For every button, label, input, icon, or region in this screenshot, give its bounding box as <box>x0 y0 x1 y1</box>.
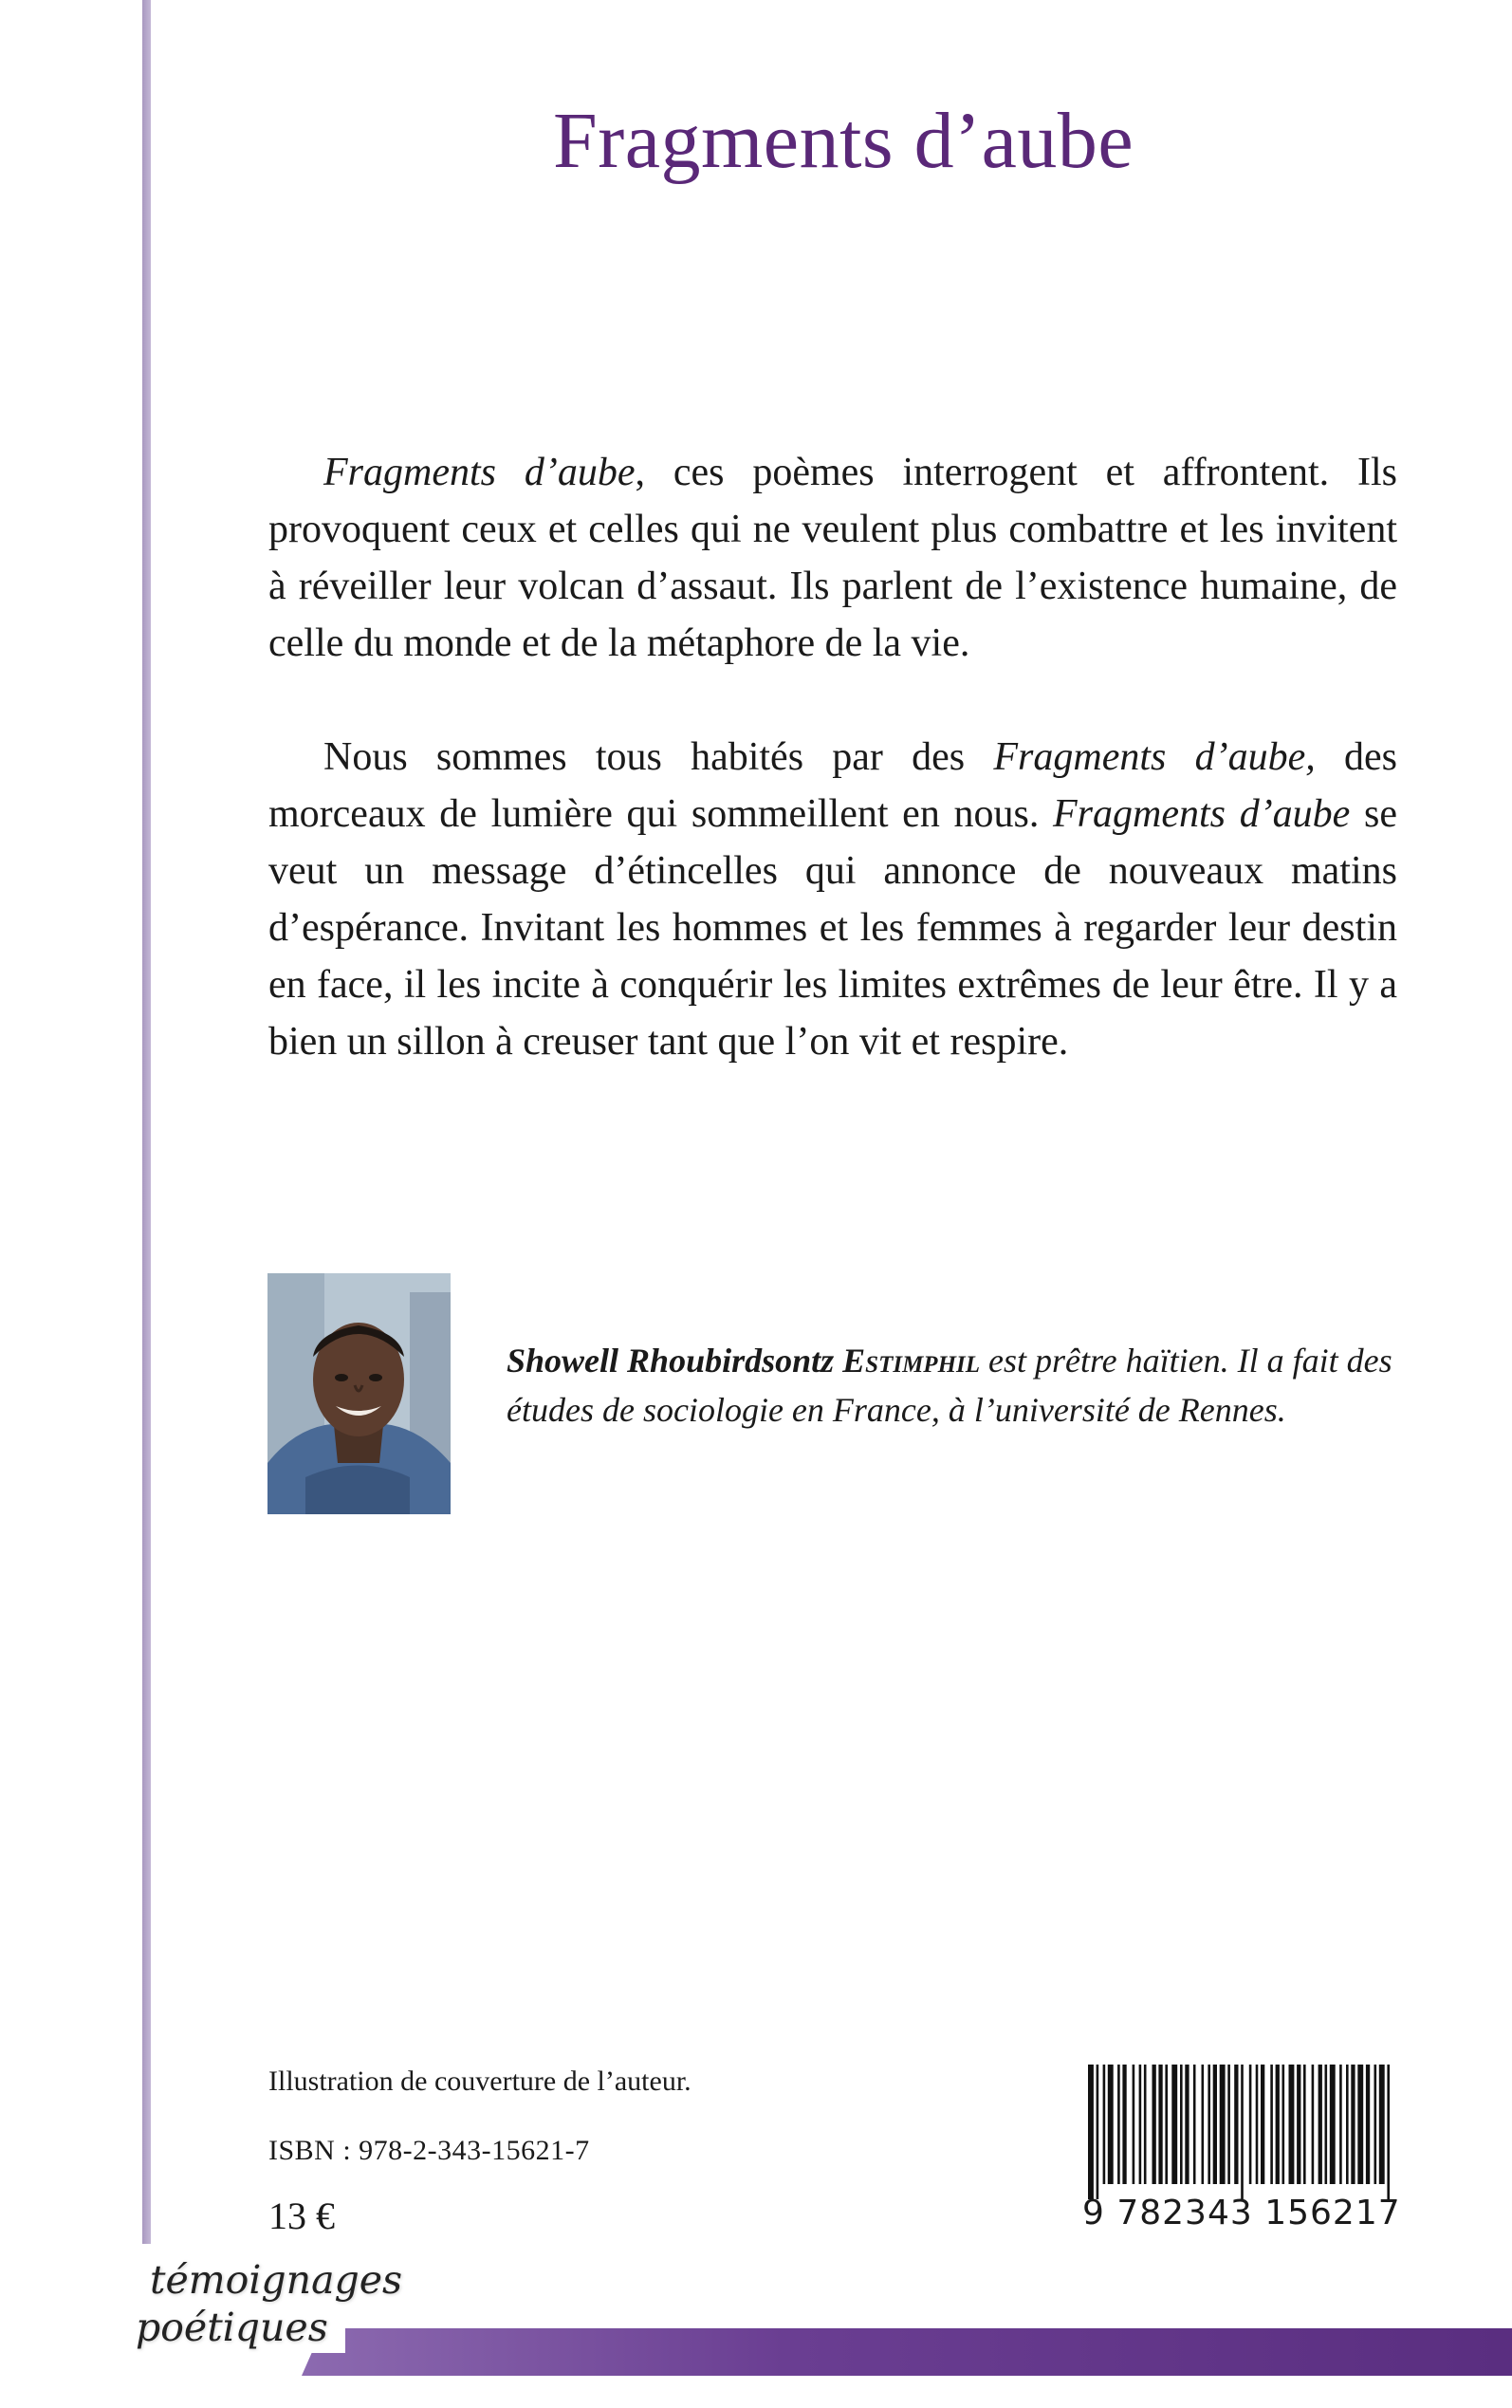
barcode-bar <box>1351 2065 1355 2184</box>
blurb-paragraph-1 <box>268 444 1397 672</box>
barcode-bar <box>1256 2065 1259 2184</box>
barcode-bar <box>1097 2065 1099 2199</box>
barcode-bar <box>1139 2065 1142 2184</box>
barcode-bar <box>1339 2065 1342 2184</box>
barcode-bar <box>1180 2065 1183 2184</box>
barcode-bar <box>1282 2065 1285 2184</box>
barcode-bar <box>1220 2065 1226 2184</box>
barcode-bar <box>1213 2065 1217 2184</box>
barcode-bar <box>1108 2065 1114 2184</box>
barcode-bar <box>1227 2065 1230 2184</box>
barcode-bar <box>1325 2065 1328 2184</box>
book-title: Fragments d’aube <box>553 97 1134 185</box>
barcode-bar <box>1122 2065 1126 2184</box>
blurb-text: se veut un message d’étincelles qui annonce de nouveaux matins d’espérance. Invitant les hommes et les femmes à regarder leur destin en face, il les incite à conquérir les limites extrêmes de leur être. Il y a bien un sillon à creuser tant que l’on vit et respire. <box>268 792 1397 1064</box>
barcode-bar <box>1133 2065 1135 2184</box>
barcode-bar <box>1357 2065 1363 2184</box>
barcode-bar <box>1152 2065 1156 2184</box>
blurb-text: Nous sommes tous habités par des <box>323 735 994 779</box>
barcode-bar <box>1379 2065 1385 2184</box>
barcode-number: 9 782343 156217 <box>1082 2194 1401 2232</box>
barcode-bar <box>1144 2065 1147 2184</box>
barcode-bar <box>1346 2065 1349 2184</box>
barcode-bar <box>1297 2065 1300 2184</box>
barcode-bar <box>1117 2065 1120 2184</box>
author-name: Showell Rhoubirdsontz <box>507 1342 835 1380</box>
barcode-bar <box>1276 2065 1280 2184</box>
barcode-bar <box>1185 2065 1189 2184</box>
series-color-band <box>302 2328 1512 2376</box>
barcode-bar <box>1330 2065 1336 2184</box>
series-name-line-2: poétiques <box>136 2308 345 2353</box>
series-logo <box>136 2253 403 2396</box>
barcode-bar <box>1165 2065 1168 2184</box>
barcode-bar <box>1261 2065 1264 2184</box>
barcode-bar <box>1103 2065 1106 2184</box>
author-bio-text: est prêtre haïtien. Il a fait des études de sociologie en France, à l’université de Rennes. <box>507 1342 1392 1429</box>
left-decorative-rule <box>142 0 151 2244</box>
isbn-barcode <box>1082 2065 1401 2240</box>
barcode-bar <box>1088 2065 1094 2199</box>
barcode-bars <box>1088 2065 1393 2199</box>
back-cover-blurb <box>268 444 1397 1070</box>
barcode-bar <box>1241 2065 1244 2199</box>
blurb-title-reference: Fragments d’aube <box>323 451 636 494</box>
author-surname: Estimphil <box>842 1342 981 1380</box>
barcode-bar <box>1158 2065 1162 2184</box>
barcode-bar <box>1193 2065 1196 2184</box>
barcode-bar <box>1234 2065 1238 2184</box>
blurb-text: , ces poèmes interrogent et affrontent. Ils provoquent ceux et celles qui ne veulent plus combattre et les invitent à réveiller leur volcan d’assaut. Ils parlent de l’existence humaine, de celle du monde et de la métaphore de la vie. <box>268 451 1397 665</box>
author-photo <box>267 1273 451 1514</box>
barcode-bar <box>1318 2065 1322 2184</box>
blurb-title-reference: Fragments d’aube <box>1053 792 1351 836</box>
blurb-text: des morceaux de lumière qui sommeillent en nous. <box>268 735 1397 836</box>
barcode-bar <box>1208 2065 1210 2184</box>
barcode-bar <box>1303 2065 1306 2184</box>
barcode-bar <box>1171 2065 1177 2184</box>
series-name-line-1: témoignages <box>150 2257 403 2303</box>
blurb-title-reference: Fragments d’aube, <box>993 735 1316 779</box>
barcode-bar <box>1289 2065 1295 2184</box>
barcode-bar <box>1387 2065 1390 2199</box>
barcode-bar <box>1374 2065 1377 2184</box>
blurb-paragraph-2 <box>268 729 1397 1070</box>
barcode-bar <box>1312 2065 1315 2184</box>
author-portrait-illustration <box>267 1273 451 1514</box>
price: 13 € <box>268 2195 335 2237</box>
barcode-bar <box>1202 2065 1205 2184</box>
author-biography <box>507 1336 1417 1435</box>
cover-illustration-credit: Illustration de couverture de l’auteur. <box>268 2065 691 2097</box>
barcode-bar <box>1366 2065 1370 2184</box>
isbn: ISBN : 978-2-343-15621-7 <box>268 2135 590 2166</box>
barcode-bar <box>1270 2065 1273 2184</box>
barcode-bar <box>1249 2065 1252 2184</box>
